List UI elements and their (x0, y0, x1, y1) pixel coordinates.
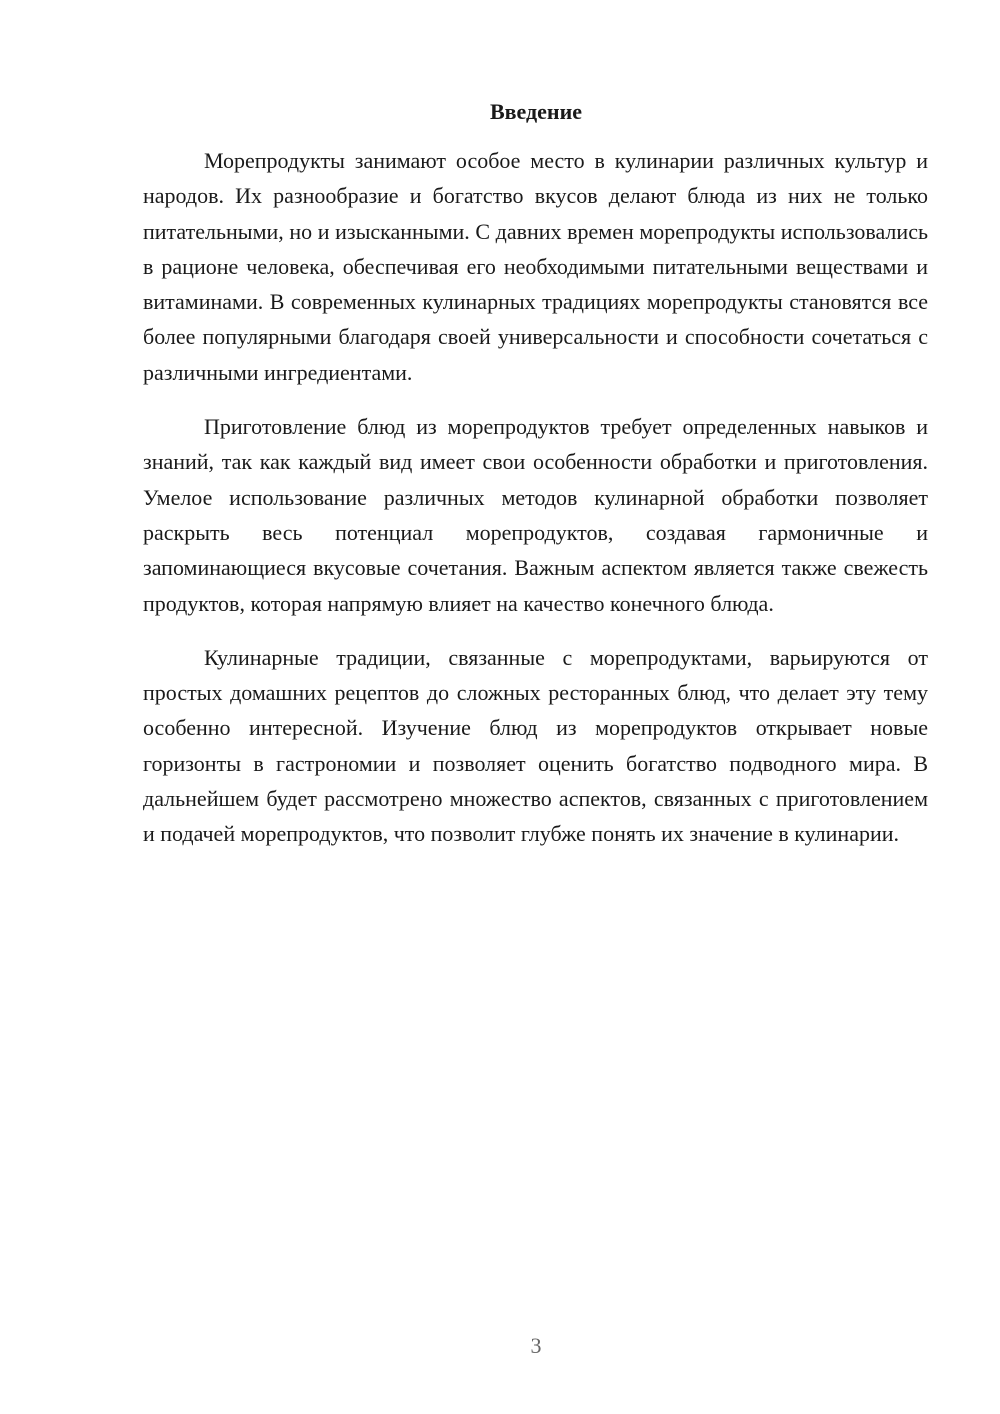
paragraph-1: Морепродукты занимают особое место в кулинарии различных культур и народов. Их разнообразие и богатство вкусов делают блюда из них не только питательными, но и изысканными. С давних времен морепродукты использовались в рационе человека, обеспечивая его необходимыми питательными веществами и витаминами. В современных кулинарных традициях морепродукты становятся все более популярными благодаря своей универсальности и способности сочетаться с различными ингредиентами. (143, 148, 928, 385)
body-text (143, 143, 928, 871)
page-title: Введение (489, 99, 583, 124)
paragraph-3: Кулинарные традиции, связанные с морепродуктами, варьируются от простых домашних рецептов до сложных ресторанных блюд, что делает эту тему особенно интересной. Изучение блюд из морепродуктов открывает новые горизонты в гастрономии и позволяет оценить богатство подводного мира. В дальнейшем будет рассмотрено множество аспектов, связанных с приготовлением и подачей морепродуктов, что позволит глубже понять их значение в кулинарии. (143, 644, 928, 847)
paragraph-2: Приготовление блюд из морепродуктов требует определенных навыков и знаний, так как каждый вид имеет свои особенности обработки и приготовления. Умелое использование различных методов кулинарной обработки позволяет раскрыть весь потенциал морепродуктов, создавая гармоничные и запоминающиеся вкусовые сочетания. Важным аспектом является также свежесть продуктов, которая напрямую влияет на качество конечного блюда. (143, 414, 928, 616)
page-number: 3 (530, 1333, 542, 1358)
